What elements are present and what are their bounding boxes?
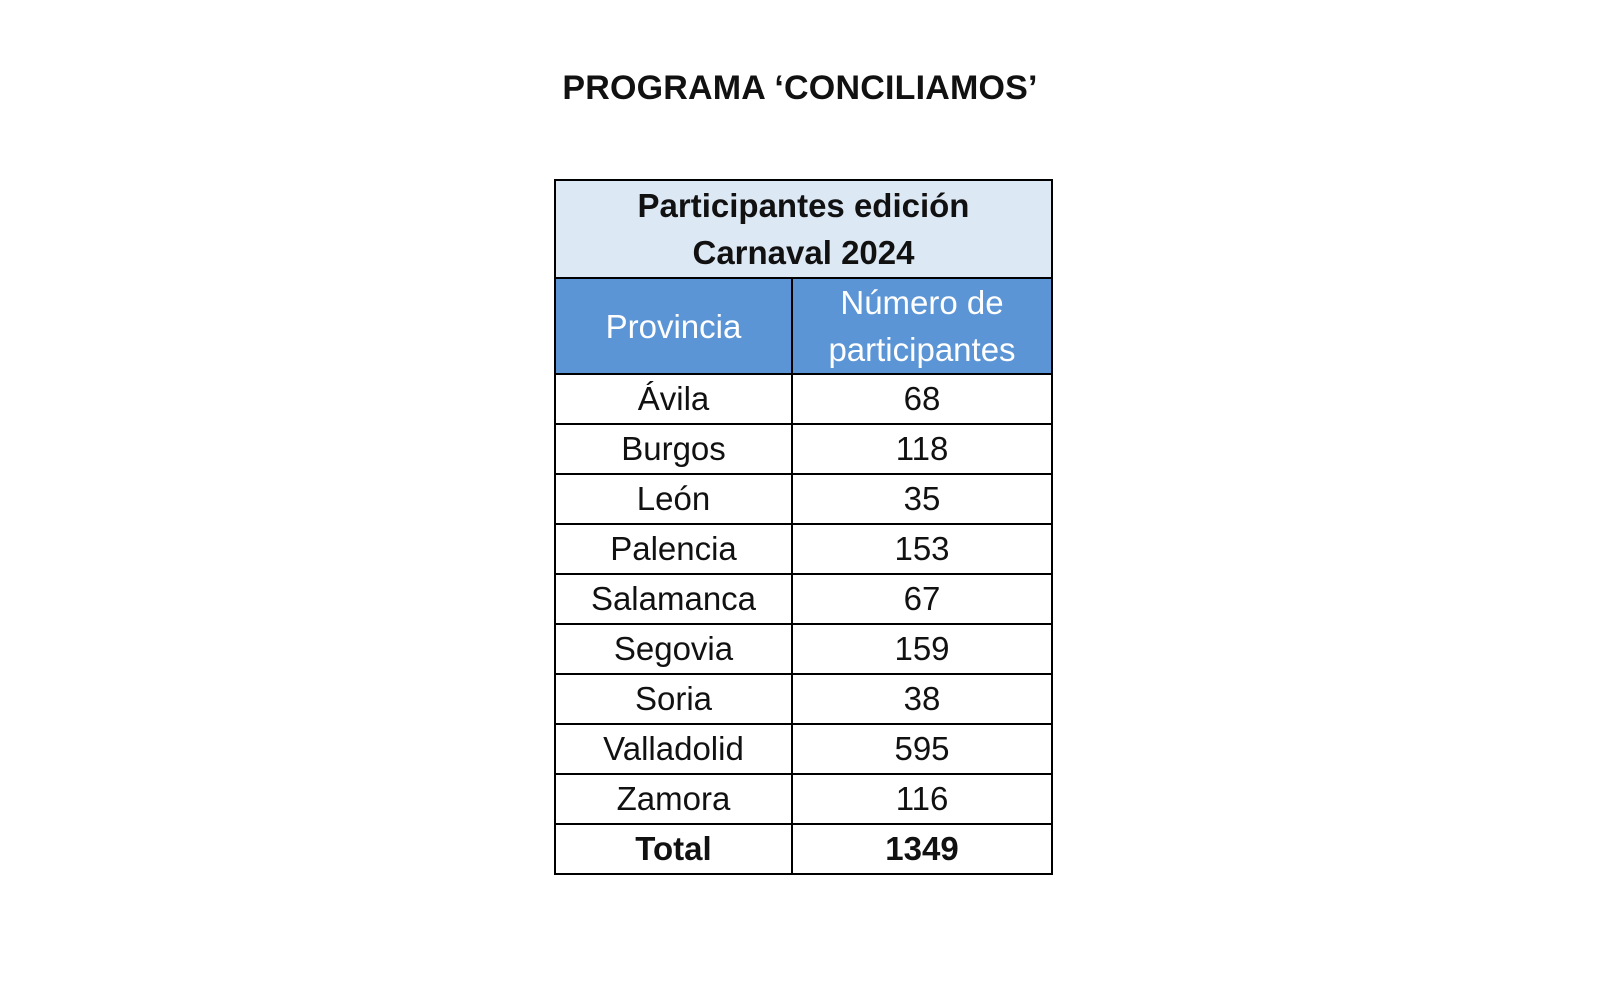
cell-provincia: Burgos: [555, 424, 792, 474]
table-row: [555, 674, 1052, 724]
cell-provincia: León: [555, 474, 792, 524]
document-title: PROGRAMA ‘CONCILIAMOS’: [562, 69, 1038, 107]
table-row: [555, 474, 1052, 524]
cell-provincia: Zamora: [555, 774, 792, 824]
cell-participantes: 595: [792, 724, 1052, 774]
header-numero-line-2: participantes: [828, 331, 1016, 368]
cell-participantes: 159: [792, 624, 1052, 674]
table-row: [555, 724, 1052, 774]
cell-participantes: 118: [792, 424, 1052, 474]
cell-participantes: 35: [792, 474, 1052, 524]
cell-participantes: 68: [792, 374, 1052, 424]
table-body: [555, 374, 1052, 824]
cell-provincia: Palencia: [555, 524, 792, 574]
total-value: 1349: [792, 824, 1052, 874]
cell-participantes: 153: [792, 524, 1052, 574]
header-provincia: Provincia: [555, 278, 792, 374]
table-row: [555, 374, 1052, 424]
table-caption: [555, 180, 1052, 278]
cell-provincia: Segovia: [555, 624, 792, 674]
participants-table-container: [554, 179, 1051, 875]
table-row: [555, 524, 1052, 574]
table-row: [555, 774, 1052, 824]
cell-participantes: 38: [792, 674, 1052, 724]
table-row: [555, 624, 1052, 674]
table-caption-row: [555, 180, 1052, 278]
table-row: [555, 574, 1052, 624]
header-numero-line-1: Número de: [840, 284, 1004, 321]
table-header-row: [555, 278, 1052, 374]
cell-participantes: 67: [792, 574, 1052, 624]
cell-provincia: Soria: [555, 674, 792, 724]
cell-provincia: Valladolid: [555, 724, 792, 774]
table-caption-line-2: Carnaval 2024: [692, 234, 915, 271]
cell-provincia: Ávila: [555, 374, 792, 424]
total-row: [555, 824, 1052, 874]
header-numero-participantes: [792, 278, 1052, 374]
table-caption-line-1: Participantes edición: [637, 187, 970, 224]
participants-table: [554, 179, 1053, 875]
table-row: [555, 424, 1052, 474]
cell-participantes: 116: [792, 774, 1052, 824]
cell-provincia: Salamanca: [555, 574, 792, 624]
total-label: Total: [555, 824, 792, 874]
